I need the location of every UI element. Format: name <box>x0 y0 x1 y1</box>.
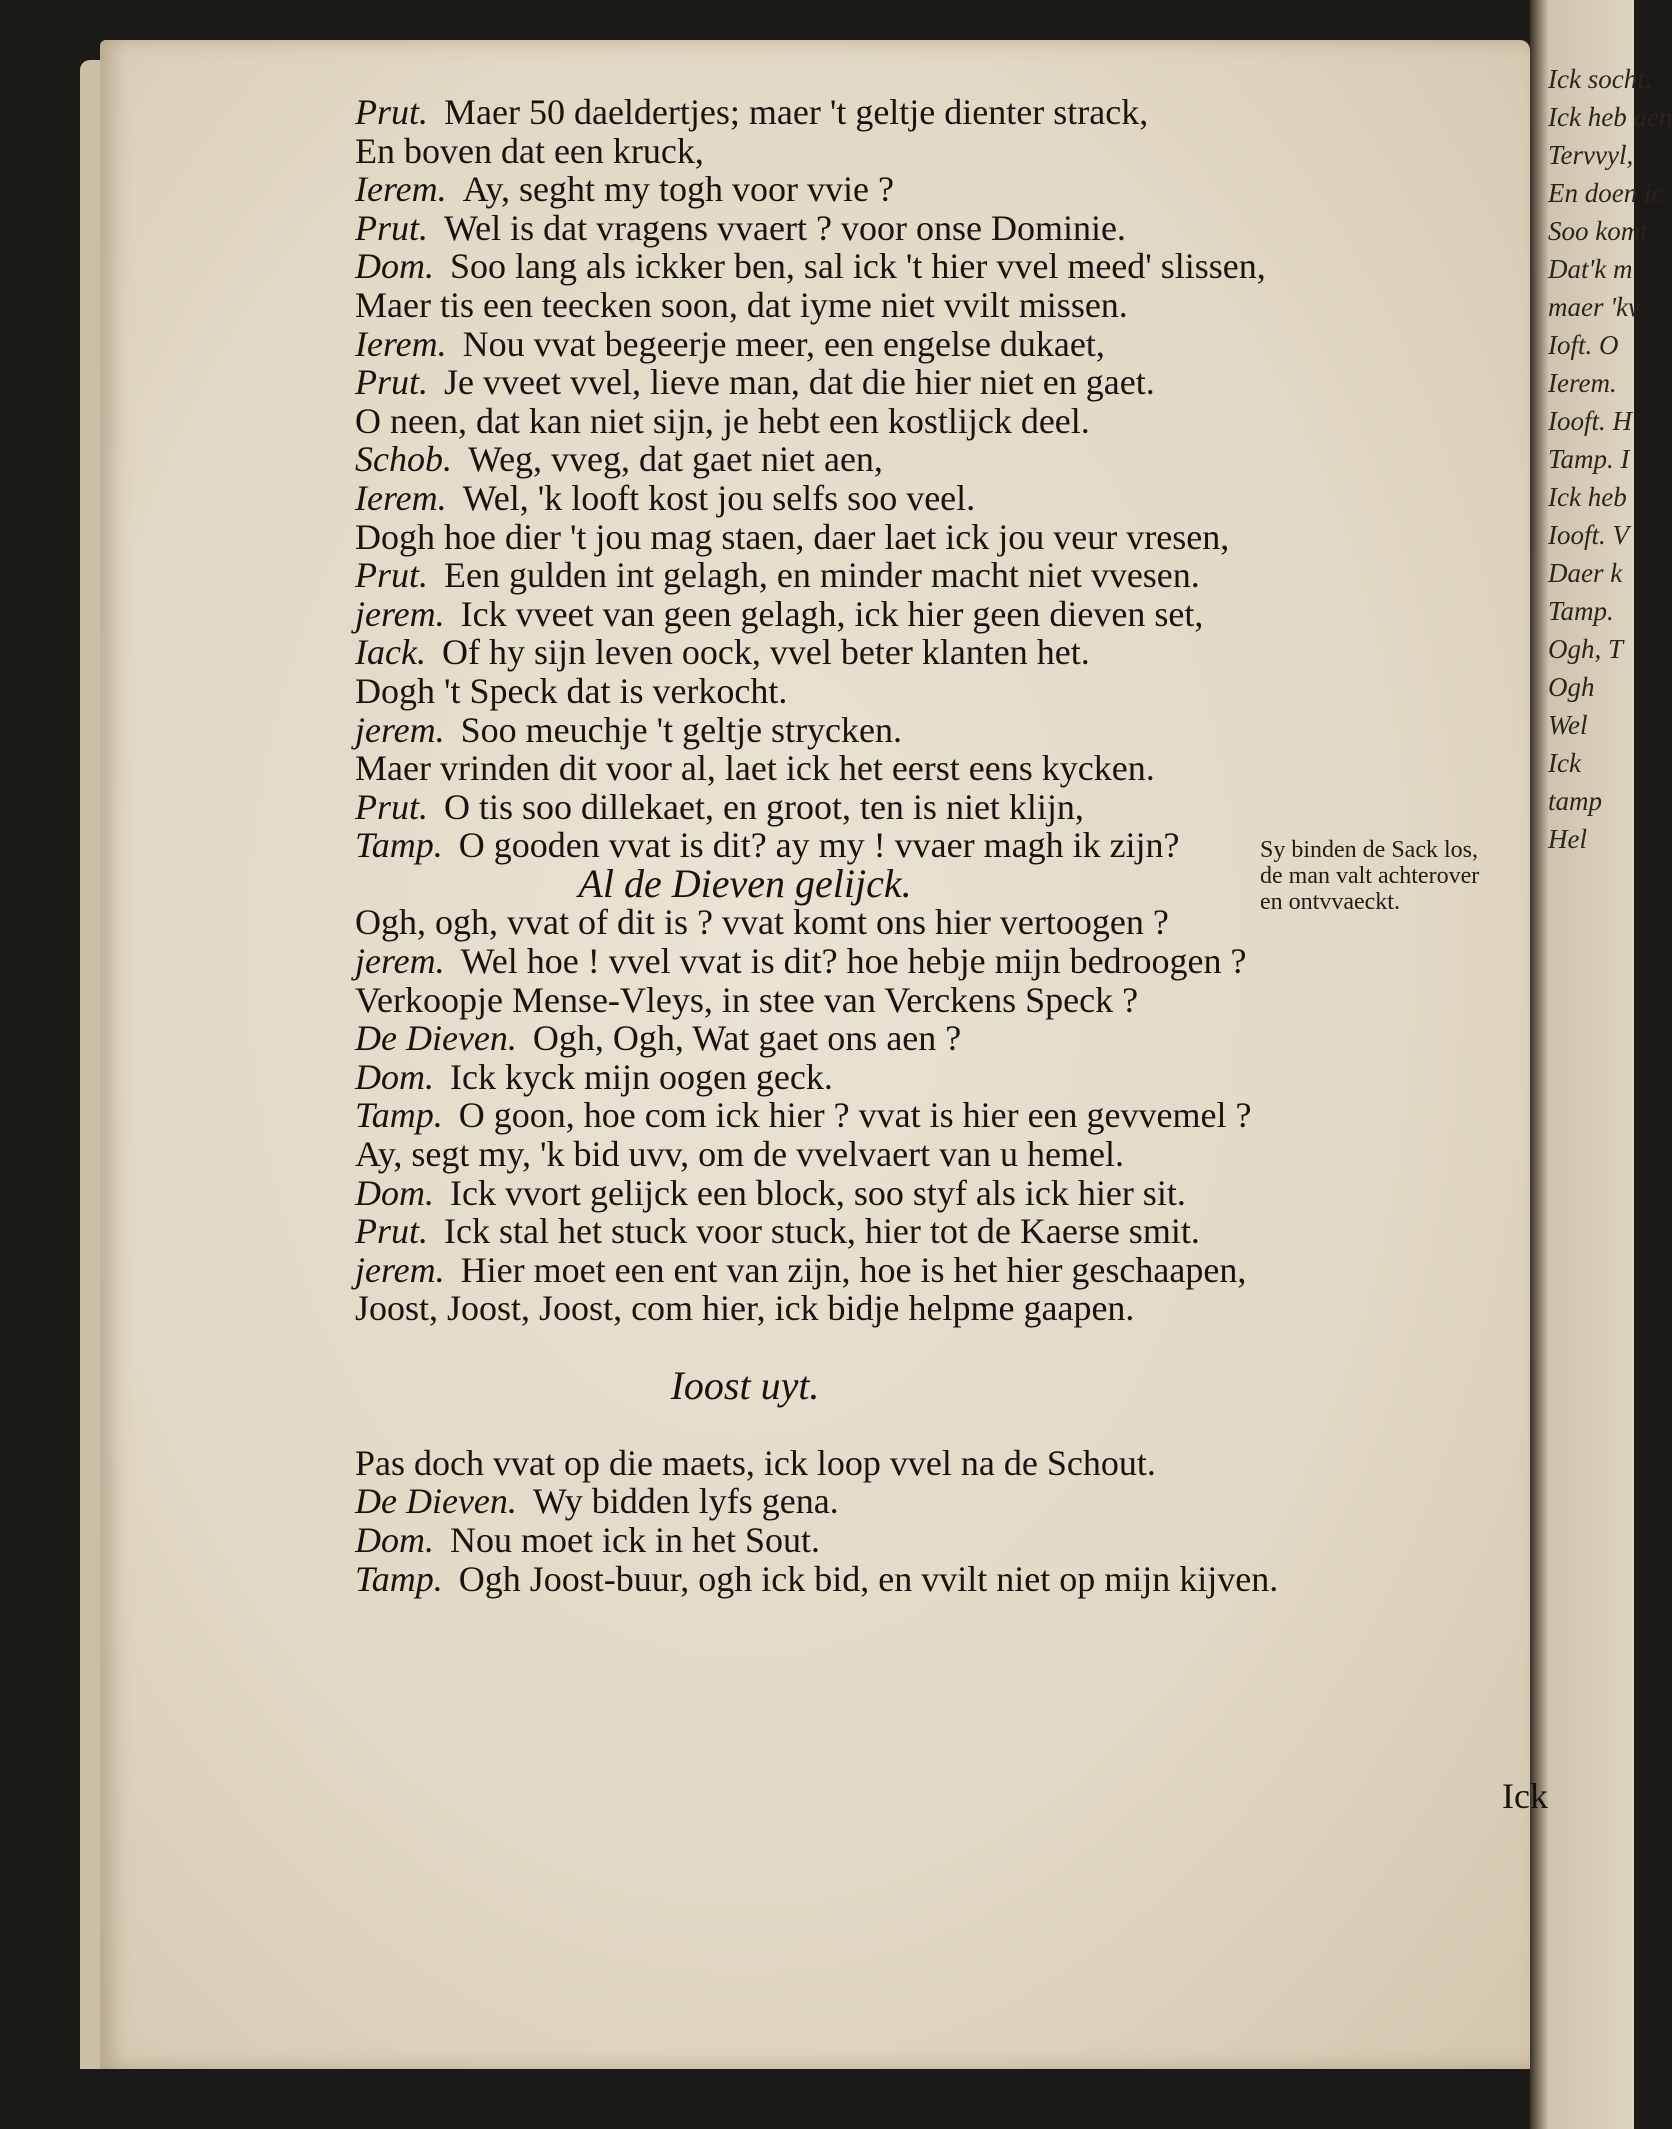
verse-line <box>355 479 1355 518</box>
speaker-name: Ierem. <box>355 477 447 518</box>
speaker-name: Prut. <box>355 555 429 596</box>
speaker-name: De Dieven. <box>355 1481 517 1522</box>
speaker-name: De Dieven. <box>355 1018 517 1059</box>
facing-page-fragment: Daer k <box>1548 558 1623 588</box>
facing-page-fragment: Ick <box>1548 748 1581 778</box>
verse-line <box>355 1482 1355 1521</box>
verse-line <box>355 286 1355 325</box>
verse-text: Ick kyck mijn oogen geck. <box>450 1056 833 1097</box>
verse-text: Ick stal het stuck voor stuck, hier tot de Kaerse smit. <box>444 1211 1200 1252</box>
verse-text: Dogh 't Speck dat is verkocht. <box>355 670 788 711</box>
speaker-name: Prut. <box>355 1211 429 1252</box>
verse-line <box>355 1560 1355 1599</box>
verse-line <box>355 981 1355 1020</box>
verse-line <box>355 1096 1355 1135</box>
verse-line <box>355 247 1355 286</box>
verse-text: Nou vvat begeerje meer, een engelse dukaet, <box>462 323 1105 364</box>
verse-line <box>355 633 1355 672</box>
play-text <box>355 93 1355 1598</box>
verse-line <box>355 1019 1355 1058</box>
verse-line <box>355 826 1355 865</box>
verse-text: Ay, segt my, 'k bid uvv, om de vvelvaert van u hemel. <box>355 1134 1125 1175</box>
verse-line <box>355 132 1355 171</box>
verse-text: O gooden vvat is dit? ay my ! vvaer magh ik zijn? <box>458 825 1180 866</box>
facing-page-fragment: Ogh <box>1548 672 1595 702</box>
verse-text: O goon, hoe com ick hier ? vvat is hier een gevvemel ? <box>458 1095 1252 1136</box>
facing-page-fragment: Tamp. <box>1548 596 1614 626</box>
speaker-name: Prut. <box>355 362 429 403</box>
verse-text: O tis soo dillekaet, en groot, ten is niet klijn, <box>444 786 1084 827</box>
verse-text: Maer 50 daeldertjes; maer 't geltje dienter strack, <box>444 92 1149 132</box>
dialogue-block-3 <box>355 1444 1355 1598</box>
facing-page-fragment: Iooft. V <box>1548 520 1629 550</box>
verse-text: Of hy sijn leven oock, vvel beter klanten het. <box>441 632 1090 673</box>
margin-note-line: en ontvvaeckt. <box>1260 889 1400 915</box>
verse-line <box>355 595 1355 634</box>
dialogue-block-1 <box>355 93 1355 865</box>
facing-page-fragment: Ick socht, <box>1548 64 1652 94</box>
verse-text: Ogh Joost-buur, ogh ick bid, en vvilt niet op mijn kijven. <box>458 1558 1279 1599</box>
verse-line <box>355 903 1355 942</box>
verse-text: Nou moet ick in het Sout. <box>450 1519 820 1560</box>
verse-text: Maer tis een teecken soon, dat iyme niet vvilt missen. <box>355 284 1128 325</box>
speaker-name: Dom. <box>355 1172 434 1213</box>
verse-text: Soo meuchje 't geltje strycken. <box>460 709 903 750</box>
speaker-name: jerem. <box>355 593 445 634</box>
speaker-name: Prut. <box>355 92 429 132</box>
verse-line <box>355 749 1355 788</box>
verse-text: Maer vrinden dit voor al, laet ick het eerst eens kycken. <box>355 748 1155 789</box>
facing-page-fragment: Dat'k m <box>1548 254 1633 284</box>
speaker-name: jerem. <box>355 941 445 982</box>
verse-line <box>355 363 1355 402</box>
verse-line <box>355 1251 1355 1290</box>
verse-text: Ick vveet van geen gelagh, ick hier geen dieven set, <box>460 593 1204 634</box>
verse-line <box>355 1444 1355 1483</box>
verse-text: Ay, seght my togh voor vvie ? <box>462 169 894 210</box>
verse-text: Een gulden int gelagh, en minder macht niet vvesen. <box>444 555 1200 596</box>
speaker-name: Iack. <box>355 632 426 673</box>
stage-heading-exit: Ioost uyt. <box>670 1362 820 1408</box>
verse-text: Ogh, ogh, vvat of dit is ? vvat komt ons hier vertoogen ? <box>355 902 1169 943</box>
verse-text: Soo lang als ickker ben, sal ick 't hier vvel meed' slissen, <box>450 246 1266 287</box>
speaker-name: Ierem. <box>355 323 447 364</box>
verse-text: Weg, vveg, dat gaet niet aen, <box>467 439 883 480</box>
verse-line <box>355 1174 1355 1213</box>
speaker-name: Tamp. <box>355 825 443 866</box>
facing-page-fragment: Ioft. O <box>1548 330 1619 360</box>
verse-text: O neen, dat kan niet sijn, je hebt een kostlijck deel. <box>355 400 1090 441</box>
verse-line <box>355 440 1355 479</box>
facing-page-fragment: tamp <box>1548 786 1602 816</box>
speaker-name: Tamp. <box>355 1095 443 1136</box>
verse-text: Joost, Joost, Joost, com hier, ick bidje helpme gaapen. <box>355 1288 1135 1329</box>
facing-page-fragment: Wel <box>1548 710 1588 740</box>
verse-line <box>355 209 1355 248</box>
verse-text: Je vveet vvel, lieve man, dat die hier niet en gaet. <box>444 362 1155 403</box>
verse-line <box>355 1521 1355 1560</box>
facing-page-fragment: Ierem. <box>1548 368 1617 398</box>
speaker-name: jerem. <box>355 709 445 750</box>
facing-page-fragment: Tervvyl, <box>1548 140 1634 170</box>
verse-text: Verkoopje Mense-Vleys, in stee van Verckens Speck ? <box>355 979 1139 1020</box>
speaker-name: Prut. <box>355 207 429 248</box>
speaker-name: Tamp. <box>355 1558 443 1599</box>
verse-text: Ick vvort gelijck een block, soo styf als ick hier sit. <box>450 1172 1186 1213</box>
speaker-name: Prut. <box>355 786 429 827</box>
verse-line <box>355 788 1355 827</box>
verse-text: Wel is dat vragens vvaert ? voor onse Dominie. <box>444 207 1126 248</box>
verse-line <box>355 518 1355 557</box>
facing-page-fragment: En doen ic <box>1548 178 1664 208</box>
verse-text: Wel hoe ! vvel vvat is dit? hoe hebje mijn bedroogen ? <box>460 941 1247 982</box>
speaker-name: Dom. <box>355 246 434 287</box>
verse-line <box>355 325 1355 364</box>
margin-note-line: Sy binden de Sack los, <box>1260 837 1478 863</box>
facing-page-fragment: maer 'kv <box>1548 292 1640 322</box>
verse-line <box>355 93 1355 132</box>
margin-note-line: de man valt achterover <box>1260 863 1480 889</box>
catchword: Ick <box>1502 1776 1548 1816</box>
speaker-name: jerem. <box>355 1249 445 1290</box>
verse-text: Wel, 'k looft kost jou selfs soo veel. <box>462 477 976 518</box>
stage-heading: Al de Dieven gelijck. <box>578 860 912 906</box>
verse-text: Wy bidden lyfs gena. <box>532 1481 839 1522</box>
speaker-name: Dom. <box>355 1056 434 1097</box>
verse-text: Dogh hoe dier 't jou mag staen, daer laet ick jou veur vresen, <box>355 516 1230 557</box>
margin-stage-direction <box>1260 837 1530 915</box>
facing-page-fragment: Ick heb aen <box>1548 102 1672 132</box>
verse-line <box>355 942 1355 981</box>
speaker-name: Dom. <box>355 1519 434 1560</box>
verse-text: Ogh, Ogh, Wat gaet ons aen ? <box>532 1018 962 1059</box>
verse-line <box>355 1212 1355 1251</box>
verse-line <box>355 711 1355 750</box>
verse-line <box>355 170 1355 209</box>
verse-line <box>355 1135 1355 1174</box>
verse-line <box>355 1289 1355 1328</box>
facing-page-fragment: Ick heb <box>1548 482 1627 512</box>
verse-line <box>355 1058 1355 1097</box>
facing-page-fragment: Ogh, T <box>1548 634 1624 664</box>
verse-text: Pas doch vvat op die maets, ick loop vvel na de Schout. <box>355 1442 1156 1483</box>
facing-page-fragment: Tamp. I <box>1548 444 1630 474</box>
facing-page-fragment: Hel <box>1548 824 1587 854</box>
facing-page-fragment: Soo komt <box>1548 216 1648 246</box>
verse-line <box>355 556 1355 595</box>
verse-text: Hier moet een ent van zijn, hoe is het hier geschaapen, <box>460 1249 1247 1290</box>
verse-line <box>355 402 1355 441</box>
speaker-name: Schob. <box>355 439 452 480</box>
verse-line <box>355 672 1355 711</box>
facing-page-fragment: Iooft. H <box>1548 406 1632 436</box>
verse-text: En boven dat een kruck, <box>355 130 704 171</box>
speaker-name: Ierem. <box>355 169 447 210</box>
dialogue-block-2 <box>355 903 1355 1328</box>
